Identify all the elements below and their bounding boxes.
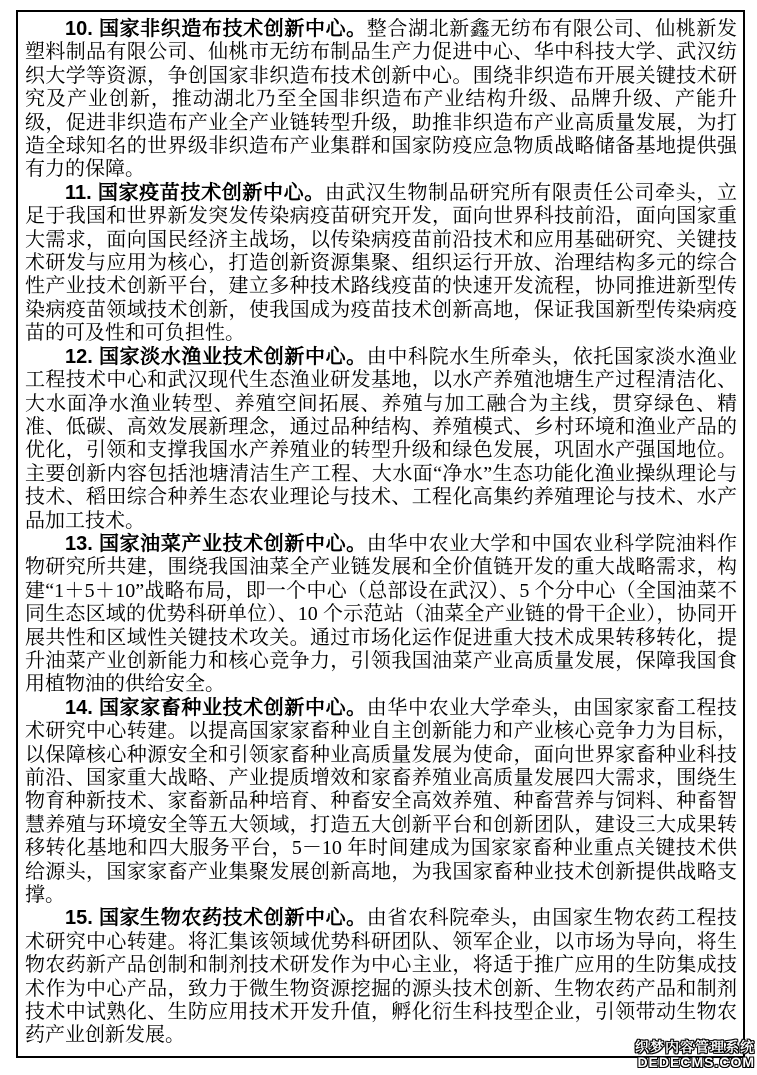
paragraph-body: 整合湖北新鑫无纺布有限公司、仙桃新发塑料制品有限公司、仙桃市无纺布制品生产力促进中心、华中科技大学、武汉纺织大学等资源，争创国家非织造布技术创新中心。围绕非织造布开展关键技术研究及产业创新，推动湖北乃至全国非织造布产业结构升级、品牌升级、产能升级，促进非织造布产业全产业链转型升级，助推非织造布产业高质量发展，为打造全球知名的世界级非织造布产业集群和国家防疫应急物质战略储备基地提供强有力的保障。 <box>25 18 738 181</box>
paragraph-body: 由华中农业大学牵头，由国家家畜工程技术研究中心转建。以提高国家家畜种业自主创新能力和产业核心竞争力为目标，以保障核心种源安全和引领家畜种业高质量发展为使命，面向世界家畜种业科技前沿、国家重大战略、产业提质增效和家畜养殖业高质量发展四大需求，围绕生物育种新技术、家畜新品种培育、种畜安全高效养殖、种畜营养与饲料、种畜智慧养殖与环境安全等五大领域，打造五大创新平台和创新团队，建设三大成果转移转化基地和四大服务平台，5－10 年时间建成为国家家畜种业重点关键技术供给源头，国家家畜产业集聚发展创新高地，为我国家畜种业技术创新提供战略支撑。 <box>25 696 738 907</box>
watermark-cn-line: 织梦内容管理系统 <box>635 1039 755 1055</box>
paragraph-body: 由武汉生物制品研究所有限责任公司牵头，立足于我国和世界新发突发传染病疫苗研究开发，面向世界科技前沿，面向国家重大需求，面向国民经济主战场，以传染病疫苗前沿技术和应用基础研究、关键技术研发与应用为核心，打造创新资源集聚、组织运行开放、治理结构多元的综合性产业技术创新平台，建立多种技术路线疫苗的快速开发流程，协同推进新型传染病疫苗领域技术创新，使我国成为疫苗技术创新高地，保证我国新型传染病疫苗的可及性和可负担性。 <box>25 181 738 345</box>
paragraph-heading: 15. 国家生物农药技术创新中心。 <box>65 907 367 930</box>
paragraph-body: 由省农科院牵头，由国家生物农药工程技术研究中心转建。将汇集该领域优势科研团队、领军企业，以市场为导向，将生物农药新产品创制和制剂技术研发作为中心主业，将适于推广应用的生防集成技术作为中心产品，致力于微生物资源挖掘的源头技术创新、生物农药产品和制剂技术中试熟化、生防应用技术开发升值，孵化衍生科技型企业，引领带动生物农药产业创新发展。 <box>25 907 738 1047</box>
paragraph-heading: 11. 国家疫苗技术创新中心。 <box>65 181 325 204</box>
dedecms-watermark <box>635 1040 755 1070</box>
paragraph <box>25 18 737 182</box>
document-page-border <box>16 10 745 1058</box>
paragraph-body: 由中科院水生所牵头，依托国家淡水渔业工程技术中心和武汉现代生态渔业研发基地，以水产养殖池塘生产过程清洁化、大水面净水渔业转型、养殖空间拓展、养殖与加工融合为主线，贯穿绿色、精准、低碳、高效发展新理念，通过品种结构、养殖模式、乡村环境和渔业产品的优化，引领和支撑我国水产养殖业的转型升级和绿色发展，巩固水产强国地位。主要创新内容包括池塘清洁生产工程、大水面“净水”生态功能化渔业操纵理论与技术、稻田综合种养生态农业理论与技术、工程化高集约养殖理论与技术、水产品加工技术。 <box>25 345 738 532</box>
paragraph <box>25 697 737 908</box>
watermark-domain-line: DEDECMS.COM <box>637 1054 755 1070</box>
paragraph <box>25 182 737 346</box>
paragraph-body: 由华中农业大学和中国农业科学院油料作物研究所共建，围绕我国油菜全产业链发展和全价值链开发的重大战略需求，构建“1＋5＋10”战略布局，即一个中心（总部设在武汉）、5 个分中心（全国油菜不同生态区域的优势科研单位）、10 个示范站（油菜全产业链的骨干企业），协同开展共性和区域性关键技术攻关。通过市场化运作促进重大技术成果转移转化，提升油菜产业创新能力和核心竞争力，引领我国油菜产业高质量发展，保障我国食用植物油的供给安全。 <box>25 532 738 696</box>
paragraph-heading: 10. 国家非织造布技术创新中心。 <box>65 18 367 40</box>
paragraph <box>25 533 737 697</box>
paragraph-heading: 13. 国家油菜产业技术创新中心。 <box>65 532 367 555</box>
paragraph-heading: 12. 国家淡水渔业技术创新中心。 <box>65 345 367 368</box>
paragraph <box>25 907 737 1047</box>
paragraph <box>25 346 737 533</box>
document-content <box>18 12 743 1048</box>
paragraph-heading: 14. 国家家畜种业技术创新中心。 <box>65 696 367 719</box>
